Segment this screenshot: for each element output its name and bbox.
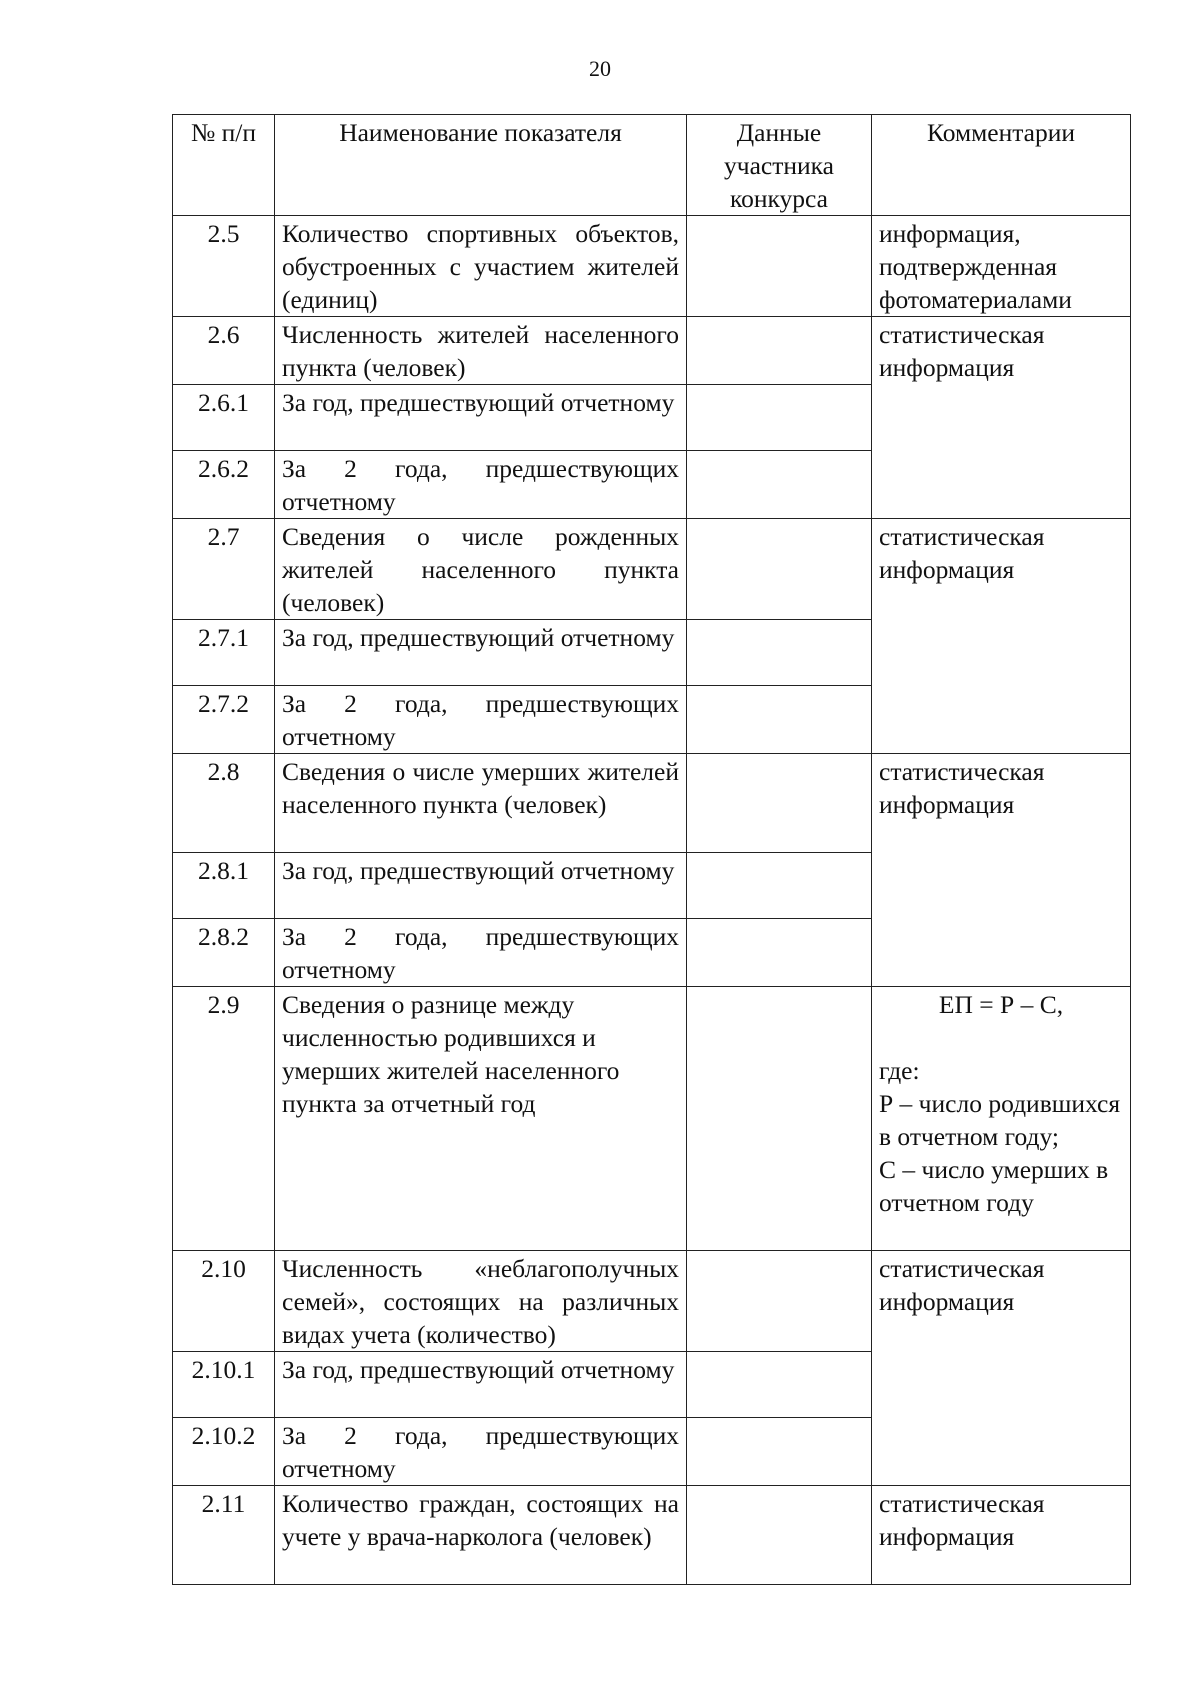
indicator-name: За год, предшествующий отчетному	[275, 853, 687, 919]
table-row	[173, 216, 1131, 317]
page-number: 20	[589, 56, 611, 81]
table-row	[173, 754, 1131, 853]
row-number: 2.7.2	[173, 686, 275, 754]
participant-data-cell[interactable]	[687, 451, 872, 519]
table-row	[173, 1486, 1131, 1585]
indicator-name: Количество спортивных объектов, обустроенных с участием жителей (единиц)	[275, 216, 687, 317]
table-row	[173, 317, 1131, 385]
header-num: № п/п	[173, 115, 275, 216]
comment-cell: статистическая информация	[872, 519, 1131, 754]
indicator-name: За год, предшествующий отчетному	[275, 385, 687, 451]
indicator-name: За год, предшествующий отчетному	[275, 1352, 687, 1418]
participant-data-cell[interactable]	[687, 1352, 872, 1418]
participant-data-cell[interactable]	[687, 853, 872, 919]
indicator-name: За год, предшествующий отчетному	[275, 620, 687, 686]
row-number: 2.8.2	[173, 919, 275, 987]
participant-data-cell[interactable]	[687, 919, 872, 987]
indicator-name: Сведения о числе рожденных жителей населенного пункта (человек)	[275, 519, 687, 620]
row-number: 2.11	[173, 1486, 275, 1585]
row-number: 2.8	[173, 754, 275, 853]
indicator-name: За 2 года, предшествующих отчетному	[275, 451, 687, 519]
header-comment: Комментарии	[872, 115, 1131, 216]
participant-data-cell[interactable]	[687, 1418, 872, 1486]
participant-data-cell[interactable]	[687, 686, 872, 754]
participant-data-cell[interactable]	[687, 1251, 872, 1352]
indicator-name: Численность жителей населенного пункта (человек)	[275, 317, 687, 385]
row-number: 2.6	[173, 317, 275, 385]
formula-p-definition: Р – число родившихся в отчетном году;	[879, 1089, 1121, 1151]
participant-data-cell[interactable]	[687, 620, 872, 686]
row-number: 2.7	[173, 519, 275, 620]
participant-data-cell[interactable]	[687, 519, 872, 620]
formula-text: ЕП = Р – С,	[938, 990, 1064, 1019]
indicator-name: За 2 года, предшествующих отчетному	[275, 1418, 687, 1486]
row-number: 2.5	[173, 216, 275, 317]
header-name: Наименование показателя	[275, 115, 687, 216]
header-data: Данные участника конкурса	[687, 115, 872, 216]
participant-data-cell[interactable]	[687, 987, 872, 1251]
table-row	[173, 1251, 1131, 1352]
participant-data-cell[interactable]	[687, 1486, 872, 1585]
participant-data-cell[interactable]	[687, 754, 872, 853]
indicator-name: Сведения о разнице между численностью родившихся и умерших жителей населенного пункта за отчетный год	[275, 987, 687, 1251]
participant-data-cell[interactable]	[687, 317, 872, 385]
indicator-name: Численность «неблагополучных семей», состоящих на различных видах учета (количество)	[275, 1251, 687, 1352]
comment-cell: статистическая информация	[872, 754, 1131, 987]
row-number: 2.9	[173, 987, 275, 1251]
comment-cell: информация, подтвержденная фотоматериалами	[872, 216, 1131, 317]
comment-cell: статистическая информация	[872, 317, 1131, 519]
table-row	[173, 987, 1131, 1251]
row-number: 2.10.1	[173, 1352, 275, 1418]
indicator-name: Количество граждан, состоящих на учете у врача-нарколога (человек)	[275, 1486, 687, 1585]
row-number: 2.6.1	[173, 385, 275, 451]
indicator-name: За 2 года, предшествующих отчетному	[275, 919, 687, 987]
row-number: 2.10.2	[173, 1418, 275, 1486]
indicator-name: Сведения о числе умерших жителей населенного пункта (человек)	[275, 754, 687, 853]
participant-data-cell[interactable]	[687, 385, 872, 451]
row-number: 2.7.1	[173, 620, 275, 686]
row-number: 2.8.1	[173, 853, 275, 919]
table-header-row	[173, 115, 1131, 216]
indicators-table	[172, 114, 1131, 1585]
comment-cell: статистическая информация	[872, 1486, 1131, 1585]
table-row	[173, 519, 1131, 620]
row-number: 2.10	[173, 1251, 275, 1352]
indicator-name: За 2 года, предшествующих отчетному	[275, 686, 687, 754]
row-number: 2.6.2	[173, 451, 275, 519]
participant-data-cell[interactable]	[687, 216, 872, 317]
formula-where: где:	[879, 1056, 920, 1085]
formula-c-definition: С – число умерших в отчетном году	[879, 1155, 1109, 1217]
comment-cell	[872, 987, 1131, 1251]
comment-cell: статистическая информация	[872, 1251, 1131, 1486]
